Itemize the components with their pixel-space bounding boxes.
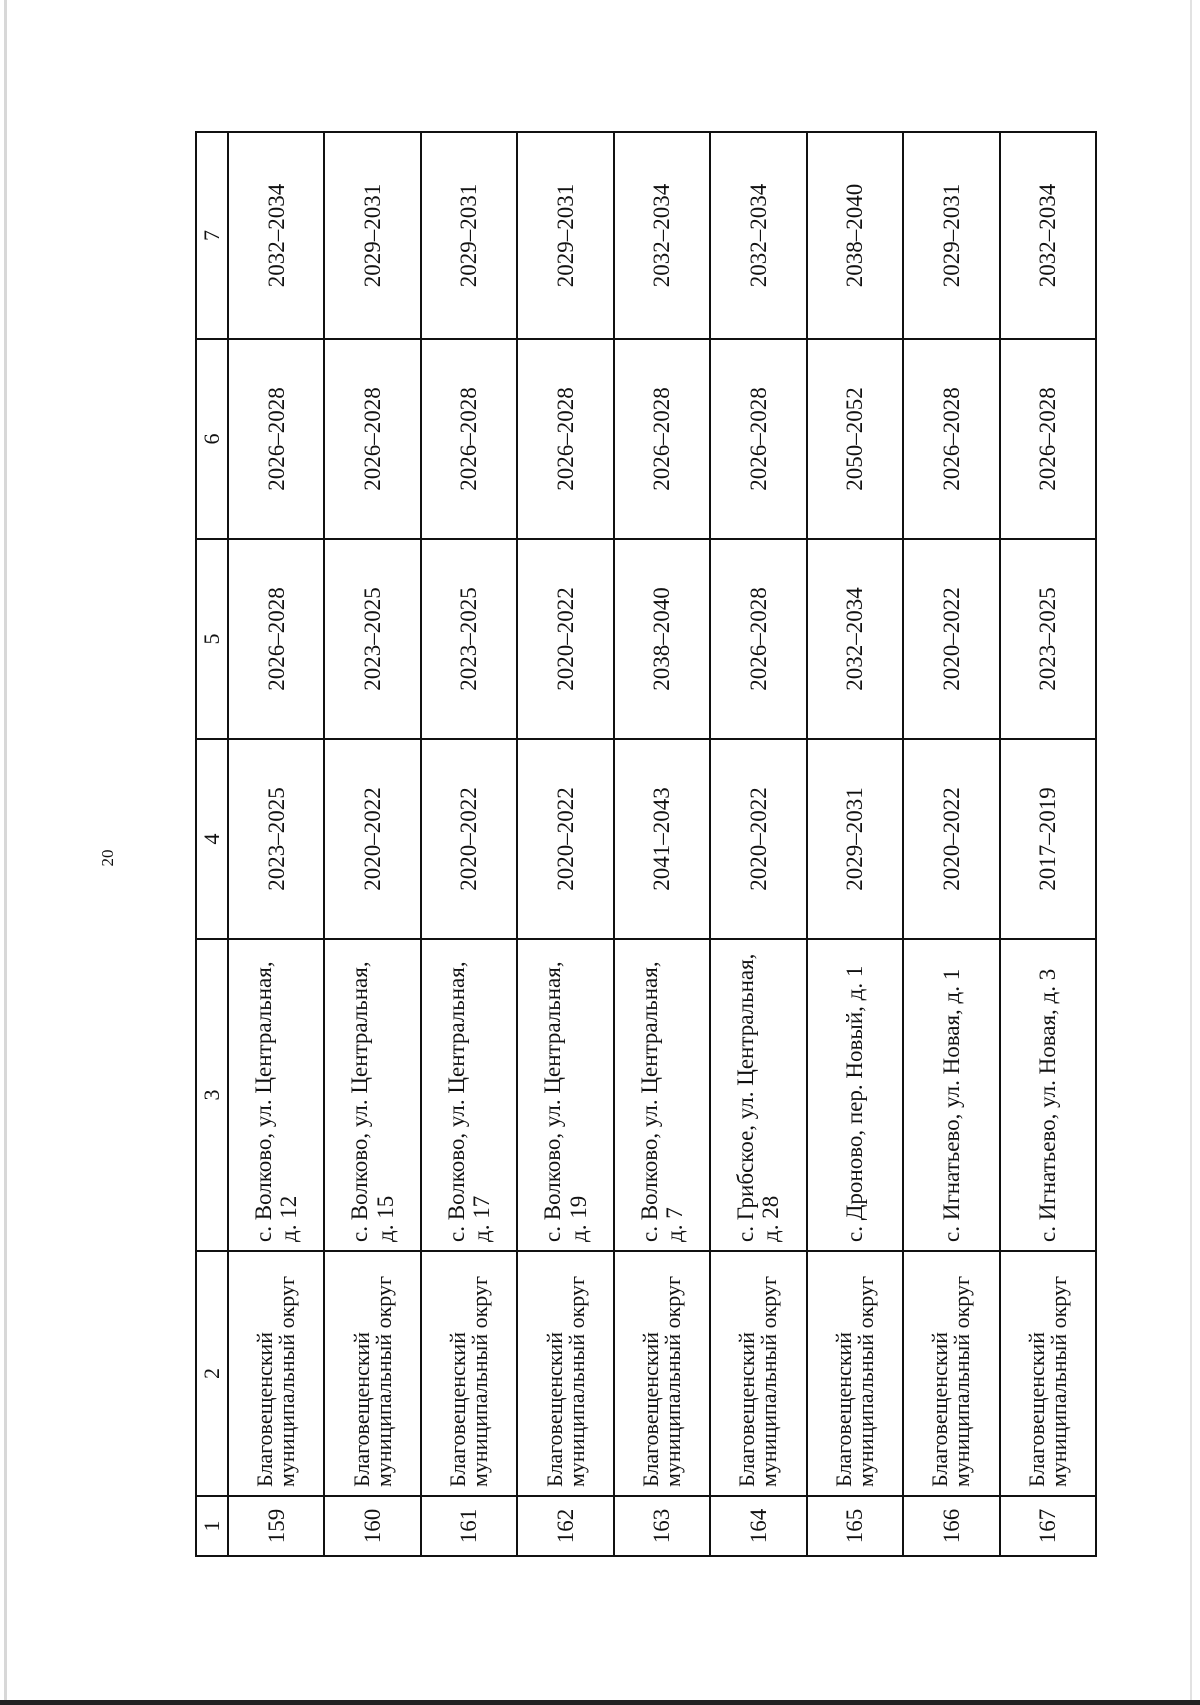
row-number: 161 [421, 1496, 517, 1556]
district-cell: Благовещенский муниципальный округ [710, 1251, 806, 1496]
row-number: 162 [517, 1496, 613, 1556]
table-header-row [196, 132, 228, 1556]
address-cell: с. Дроново, пер. Новый, д. 1 [807, 939, 903, 1251]
row-number: 163 [614, 1496, 710, 1556]
district-cell: Благовещенский муниципальный округ [228, 1251, 324, 1496]
period-cell-5: 2026–2028 [228, 539, 324, 739]
period-cell-7: 2032–2034 [1000, 132, 1097, 339]
period-cell-5: 2023–2025 [421, 539, 517, 739]
period-cell-7: 2032–2034 [228, 132, 324, 339]
period-cell-5: 2023–2025 [1000, 539, 1097, 739]
table-row [324, 132, 420, 1556]
page-number: 20 [98, 849, 117, 867]
period-cell-7: 2029–2031 [903, 132, 999, 339]
scan-edge-right [1190, 0, 1192, 1705]
period-cell-4: 2029–2031 [807, 739, 903, 939]
column-header: 1 [196, 1496, 228, 1556]
address-cell: с. Игнатьево, ул. Новая, д. 1 [903, 939, 999, 1251]
period-cell-4: 2020–2022 [324, 739, 420, 939]
table-row [228, 132, 324, 1556]
table-row [614, 132, 710, 1556]
period-cell-4: 2020–2022 [903, 739, 999, 939]
district-cell: Благовещенский муниципальный округ [421, 1251, 517, 1496]
schedule-table [195, 131, 1097, 1557]
scan-edge-left [4, 0, 7, 1705]
period-cell-4: 2023–2025 [228, 739, 324, 939]
rotated-table-container [195, 133, 1097, 1557]
district-cell: Благовещенский муниципальный округ [1000, 1251, 1097, 1496]
row-number: 164 [710, 1496, 806, 1556]
row-number: 166 [903, 1496, 999, 1556]
district-cell: Благовещенский муниципальный округ [903, 1251, 999, 1496]
table-row [1000, 132, 1097, 1556]
period-cell-7: 2032–2034 [614, 132, 710, 339]
table-row [710, 132, 806, 1556]
address-cell: с. Грибское, ул. Центральная, д. 28 [710, 939, 806, 1251]
column-header: 5 [196, 539, 228, 739]
table-row [903, 132, 999, 1556]
period-cell-4: 2041–2043 [614, 739, 710, 939]
column-header: 7 [196, 132, 228, 339]
period-cell-5: 2032–2034 [807, 539, 903, 739]
column-header: 6 [196, 339, 228, 539]
period-cell-6: 2026–2028 [710, 339, 806, 539]
row-number: 160 [324, 1496, 420, 1556]
period-cell-6: 2026–2028 [324, 339, 420, 539]
period-cell-7: 2038–2040 [807, 132, 903, 339]
period-cell-7: 2032–2034 [710, 132, 806, 339]
address-cell: с. Волково, ул. Центральная, д. 17 [421, 939, 517, 1251]
row-number: 167 [1000, 1496, 1097, 1556]
period-cell-5: 2038–2040 [614, 539, 710, 739]
period-cell-6: 2050–2052 [807, 339, 903, 539]
district-cell: Благовещенский муниципальный округ [324, 1251, 420, 1496]
district-cell: Благовещенский муниципальный округ [807, 1251, 903, 1496]
period-cell-5: 2023–2025 [324, 539, 420, 739]
address-cell: с. Волково, ул. Центральная, д. 12 [228, 939, 324, 1251]
address-cell: с. Волково, ул. Центральная, д. 7 [614, 939, 710, 1251]
period-cell-5: 2026–2028 [710, 539, 806, 739]
period-cell-6: 2026–2028 [1000, 339, 1097, 539]
period-cell-6: 2026–2028 [614, 339, 710, 539]
row-number: 159 [228, 1496, 324, 1556]
period-cell-4: 2017–2019 [1000, 739, 1097, 939]
column-header: 2 [196, 1251, 228, 1496]
period-cell-7: 2029–2031 [324, 132, 420, 339]
column-header: 4 [196, 739, 228, 939]
period-cell-6: 2026–2028 [517, 339, 613, 539]
row-number: 165 [807, 1496, 903, 1556]
table-row [421, 132, 517, 1556]
period-cell-4: 2020–2022 [710, 739, 806, 939]
period-cell-5: 2020–2022 [903, 539, 999, 739]
period-cell-7: 2029–2031 [421, 132, 517, 339]
district-cell: Благовещенский муниципальный округ [517, 1251, 613, 1496]
period-cell-6: 2026–2028 [903, 339, 999, 539]
period-cell-6: 2026–2028 [421, 339, 517, 539]
period-cell-4: 2020–2022 [517, 739, 613, 939]
table-row [517, 132, 613, 1556]
address-cell: с. Волково, ул. Центральная, д. 15 [324, 939, 420, 1251]
period-cell-6: 2026–2028 [228, 339, 324, 539]
table-row [807, 132, 903, 1556]
period-cell-7: 2029–2031 [517, 132, 613, 339]
scan-edge-bottom [0, 1700, 1200, 1705]
district-cell: Благовещенский муниципальный округ [614, 1251, 710, 1496]
address-cell: с. Волково, ул. Центральная, д. 19 [517, 939, 613, 1251]
period-cell-5: 2020–2022 [517, 539, 613, 739]
address-cell: с. Игнатьево, ул. Новая, д. 3 [1000, 939, 1097, 1251]
column-header: 3 [196, 939, 228, 1251]
period-cell-4: 2020–2022 [421, 739, 517, 939]
